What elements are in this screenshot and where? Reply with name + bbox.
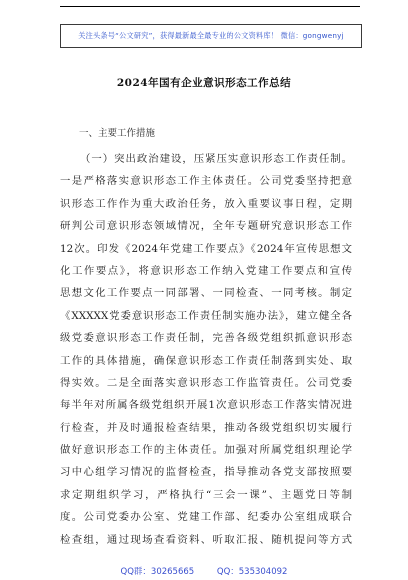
body-line: 研判公司意识形态领域情况，全年专题研究意识形态工作: [60, 220, 352, 233]
header-banner: [60, 24, 362, 48]
footer-qq: QQ：535304092: [216, 567, 288, 577]
body-line: 一是严格落实意识形态工作主体责任。公司党委坚持把意: [60, 175, 352, 188]
footer-qq-group: QQ群：30265665: [120, 567, 195, 577]
page-footer: [0, 565, 408, 577]
body-line: 12次。印发《2024年党建工作要点》《2024年宣传思想文: [60, 242, 352, 255]
body-line: （一）突出政治建设，压紧压实意识形态工作责任制。: [80, 153, 352, 165]
body-line: 工作的具体措施，确保意识形态工作责任制落到实处、取: [60, 354, 352, 367]
body-line: 行检查，并及时通报检查结果，推动各级党组织切实履行: [60, 421, 352, 434]
body-line: 化工作要点》，将意识形态工作纳入党建工作要点和宣传: [60, 264, 352, 277]
body-line: 级党委意识形态工作责任制，完善各级党组织抓意识形态: [60, 332, 352, 345]
body-line: 得实效。二是全面落实意识形态工作监管责任。公司党委: [60, 376, 352, 389]
body-line: 思想文化工作要点一同部署、一同检查、一同考核。制定: [60, 287, 352, 300]
body-line: 每半年对所属各级党组织开展1次意识形态工作落实情况进: [60, 399, 352, 412]
document-body: [60, 148, 352, 551]
body-line: 识形态工作作为重大政治任务，放入重要议事日程，定期: [60, 197, 352, 210]
body-line: 度。公司党委办公室、党建工作部、纪委办公室组成联合: [60, 511, 352, 524]
body-line: 做好意识形态工作的主体责任。加强对所属党组织理论学: [60, 444, 352, 457]
body-line: 检查组，通过现场查看资料、听取汇报、随机提问等方式: [60, 533, 352, 546]
header-banner-text: 关注头条号“公文研究”，获得最新最全最专业的公文资料库！ 微信：gongwenyj: [78, 31, 344, 40]
body-line: 求定期组织学习，严格执行“三会一课”、主题党日等制: [60, 488, 352, 501]
document-title: 2024年国有企业意识形态工作总结: [116, 77, 292, 89]
body-line: 习中心组学习情况的监督检查，指导推动各党支部按照要: [60, 466, 352, 479]
top-divider: [60, 6, 360, 7]
section-heading: 一、主要工作措施: [79, 128, 156, 139]
body-line: 《XXXXX党委意识形态工作责任制实施办法》，建立健全各: [60, 309, 352, 322]
